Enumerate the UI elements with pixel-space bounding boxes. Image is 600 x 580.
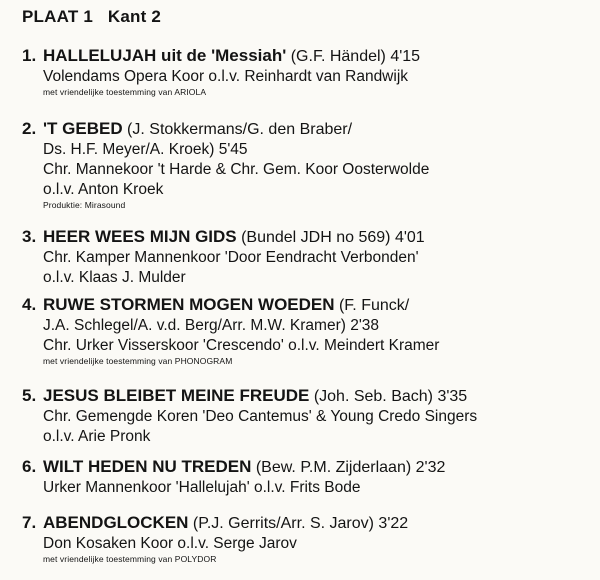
track-title: HALLELUJAH uit de 'Messiah' xyxy=(43,46,287,65)
track-performer: Volendams Opera Koor o.l.v. Reinhardt van Randwijk xyxy=(43,68,409,85)
track-credit: (F. Funck/ xyxy=(334,297,410,314)
track-title: HEER WEES MIJN GIDS xyxy=(43,227,237,246)
track-title: 'T GEBED xyxy=(43,119,123,138)
track-credit: (J. Stokkermans/G. den Braber/ xyxy=(122,121,353,138)
plate-label: PLAAT 1 xyxy=(22,7,93,26)
track-number: 1. xyxy=(22,46,37,65)
track-credit-continued: J.A. Schlegel/A. v.d. Berg/Arr. M.W. Kramer) 2'38 xyxy=(43,317,380,334)
track-credit: (Joh. Seb. Bach) 3'35 xyxy=(309,388,468,405)
track-performer: Chr. Kamper Mannenkoor 'Door Eendracht Verbonden' xyxy=(43,249,419,266)
track-credit-continued: Ds. H.F. Meyer/A. Kroek) 5'45 xyxy=(43,141,248,158)
track-credit: (P.J. Gerrits/Arr. S. Jarov) 3'22 xyxy=(188,515,409,532)
track-credit: (Bew. P.M. Zijderlaan) 2'32 xyxy=(251,459,446,476)
track-1 xyxy=(22,45,592,98)
track-heading xyxy=(22,294,592,316)
track-heading xyxy=(22,512,592,534)
track-performer: Chr. Urker Visserskoor 'Crescendo' o.l.v. Meindert Kramer xyxy=(43,337,440,354)
track-heading xyxy=(22,385,592,407)
track-credit: (G.F. Händel) 4'15 xyxy=(286,48,421,65)
track-6 xyxy=(22,456,592,498)
track-title: JESUS BLEIBET MEINE FREUDE xyxy=(43,386,310,405)
track-heading xyxy=(22,456,592,478)
track-note: Produktie: Mirasound xyxy=(43,200,126,210)
track-7 xyxy=(22,512,592,565)
track-note: met vriendelijke toestemming van ARIOLA xyxy=(43,87,207,97)
track-number: 6. xyxy=(22,457,37,476)
track-number: 2. xyxy=(22,119,37,138)
track-performer: Don Kosaken Koor o.l.v. Serge Jarov xyxy=(43,535,297,552)
track-number: 4. xyxy=(22,295,37,314)
track-note: met vriendelijke toestemming van POLYDOR xyxy=(43,554,217,564)
track-title: RUWE STORMEN MOGEN WOEDEN xyxy=(43,295,335,314)
track-title: ABENDGLOCKEN xyxy=(43,513,189,532)
side-label: Kant 2 xyxy=(107,7,162,26)
track-number: 3. xyxy=(22,227,37,246)
track-3 xyxy=(22,226,592,288)
track-conductor: o.l.v. Anton Kroek xyxy=(43,181,164,198)
track-conductor: o.l.v. Klaas J. Mulder xyxy=(43,269,186,286)
track-4 xyxy=(22,294,592,367)
track-performer: Chr. Mannekoor 't Harde & Chr. Gem. Koor Oosterwolde xyxy=(43,161,430,178)
side-heading xyxy=(22,7,161,27)
track-title: WILT HEDEN NU TREDEN xyxy=(43,457,252,476)
track-performer: Chr. Gemengde Koren 'Deo Cantemus' & Young Credo Singers xyxy=(43,408,478,425)
track-performer: Urker Mannenkoor 'Hallelujah' o.l.v. Frits Bode xyxy=(43,479,361,496)
track-heading xyxy=(22,45,592,67)
track-heading xyxy=(22,226,592,248)
track-note: met vriendelijke toestemming van PHONOGRAM xyxy=(43,356,233,366)
track-number: 5. xyxy=(22,386,37,405)
track-number: 7. xyxy=(22,513,37,532)
track-heading xyxy=(22,118,592,140)
track-2 xyxy=(22,118,592,211)
track-credit: (Bundel JDH no 569) 4'01 xyxy=(236,229,425,246)
track-conductor: o.l.v. Arie Pronk xyxy=(43,428,151,445)
track-5 xyxy=(22,385,592,447)
